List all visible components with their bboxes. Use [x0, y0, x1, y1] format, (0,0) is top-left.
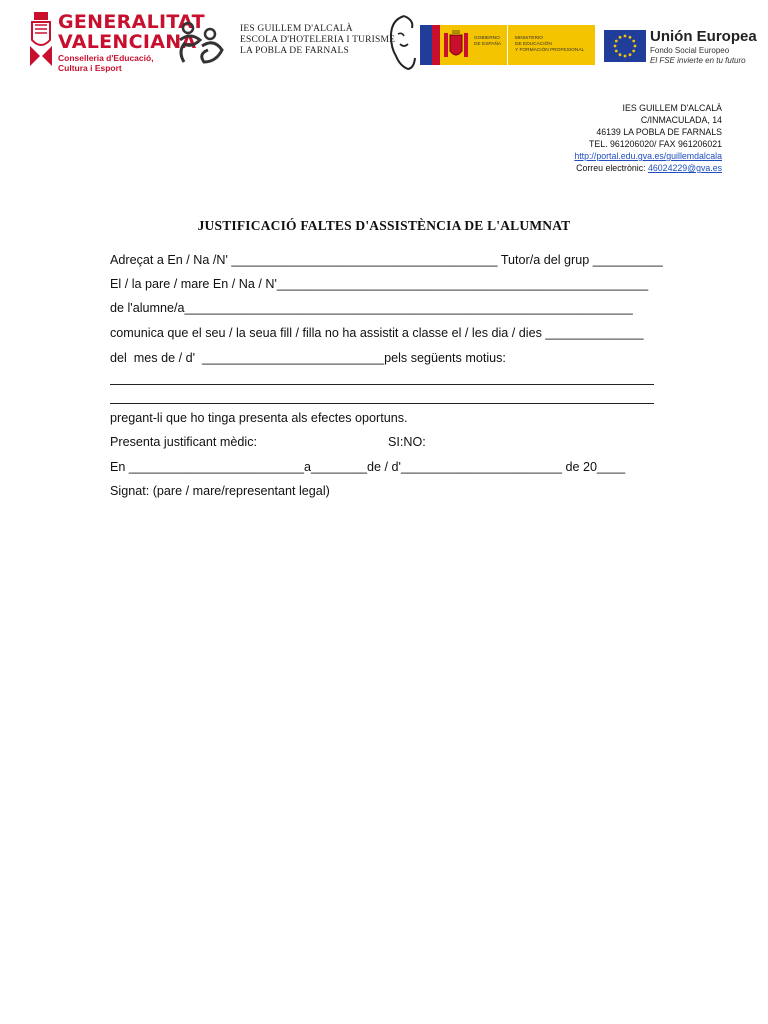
signature-line: Signat: (pare / mare/representant legal)	[110, 484, 330, 498]
school-address	[574, 102, 722, 174]
eu-fund: Fondo Social Europeo	[650, 46, 730, 55]
gobierno-line-2: DE ESPAÑA	[474, 42, 502, 47]
conselleria-line-2: Cultura i Esport	[58, 63, 122, 73]
ministerio-line-2: DE EDUCACIÓN	[515, 42, 552, 47]
gobierno-line-1: GOBIERNO	[474, 36, 500, 41]
closing-line: pregant-li que ho tinga presenta als efectes oportuns.	[110, 411, 408, 425]
generalitat-name-line-1: GENERALITAT	[58, 11, 205, 33]
eu-flag	[604, 30, 646, 62]
ies-line-2: ESCOLA D'HOTELERIA I TURISME	[240, 35, 396, 45]
eu-motto: El FSE invierte en tu futuro	[650, 56, 746, 65]
spain-coat-of-arms-icon	[442, 29, 470, 61]
email-label: Correu electrònic:	[576, 163, 648, 173]
ies-line-3: LA POBLA DE FARNALS	[240, 46, 349, 56]
address-city: 46139 LA POBLA DE FARNALS	[596, 127, 722, 137]
medical-certificate-options: SI:NO:	[388, 435, 426, 449]
place-date-line: En _________________________a________de / d'_______________________ de 20____	[110, 460, 626, 474]
gobierno-espana-logo	[420, 25, 595, 65]
eu-title: Unión Europea	[650, 28, 757, 45]
conselleria-line-1: Conselleria d'Educació,	[58, 53, 154, 63]
ies-logo	[174, 18, 226, 68]
address-phone: TEL. 961206020/ FAX 961206021	[588, 139, 722, 149]
student-name-line: de l'alumne/a________________________________________________________________	[110, 301, 633, 315]
ies-name	[240, 24, 395, 57]
parent-name-line: El / la pare / mare En / Na / N'_____________________________________________________	[110, 277, 649, 291]
addressed-to-line: Adreçat a En / Na /N' ______________________________________ Tutor/a del grup __________	[110, 253, 663, 267]
reasons-blank-line-1	[110, 384, 654, 385]
ministerio-line-1: MINISTERIO	[515, 36, 543, 41]
reasons-blank-line-2	[110, 403, 654, 404]
generalitat-name-line-2: VALENCIANA	[58, 31, 197, 53]
generalitat-emblem-icon	[28, 10, 56, 66]
address-street: C/INMACULADA, 14	[640, 115, 722, 125]
ministerio-line-3: Y FORMACIÓN PROFESIONAL	[515, 48, 585, 53]
ies-figures-icon	[174, 18, 226, 68]
conselleria-name	[58, 53, 154, 73]
address-name: IES GUILLEM D'ALCALÀ	[622, 103, 722, 113]
face-logo	[388, 14, 418, 72]
month-reasons-line: del mes de / d' __________________________pels següents motius:	[110, 351, 506, 365]
form-title: JUSTIFICACIÓ FALTES D'ASSISTÈNCIA DE L'ALUMNAT	[197, 218, 571, 233]
website-link[interactable]: http://portal.edu.gva.es/guillemdalcala	[574, 151, 722, 161]
absence-days-line: comunica que el seu / la seua fill / filla no ha assistit a classe el / les dia / dies ______________	[110, 326, 644, 340]
email-link[interactable]: 46024229@gva.es	[648, 163, 722, 173]
ies-line-1: IES GUILLEM D'ALCALÀ	[240, 24, 353, 34]
medical-certificate-label: Presenta justificant mèdic:	[110, 435, 257, 449]
face-outline-icon	[388, 14, 418, 72]
eu-stars-icon	[604, 30, 646, 62]
